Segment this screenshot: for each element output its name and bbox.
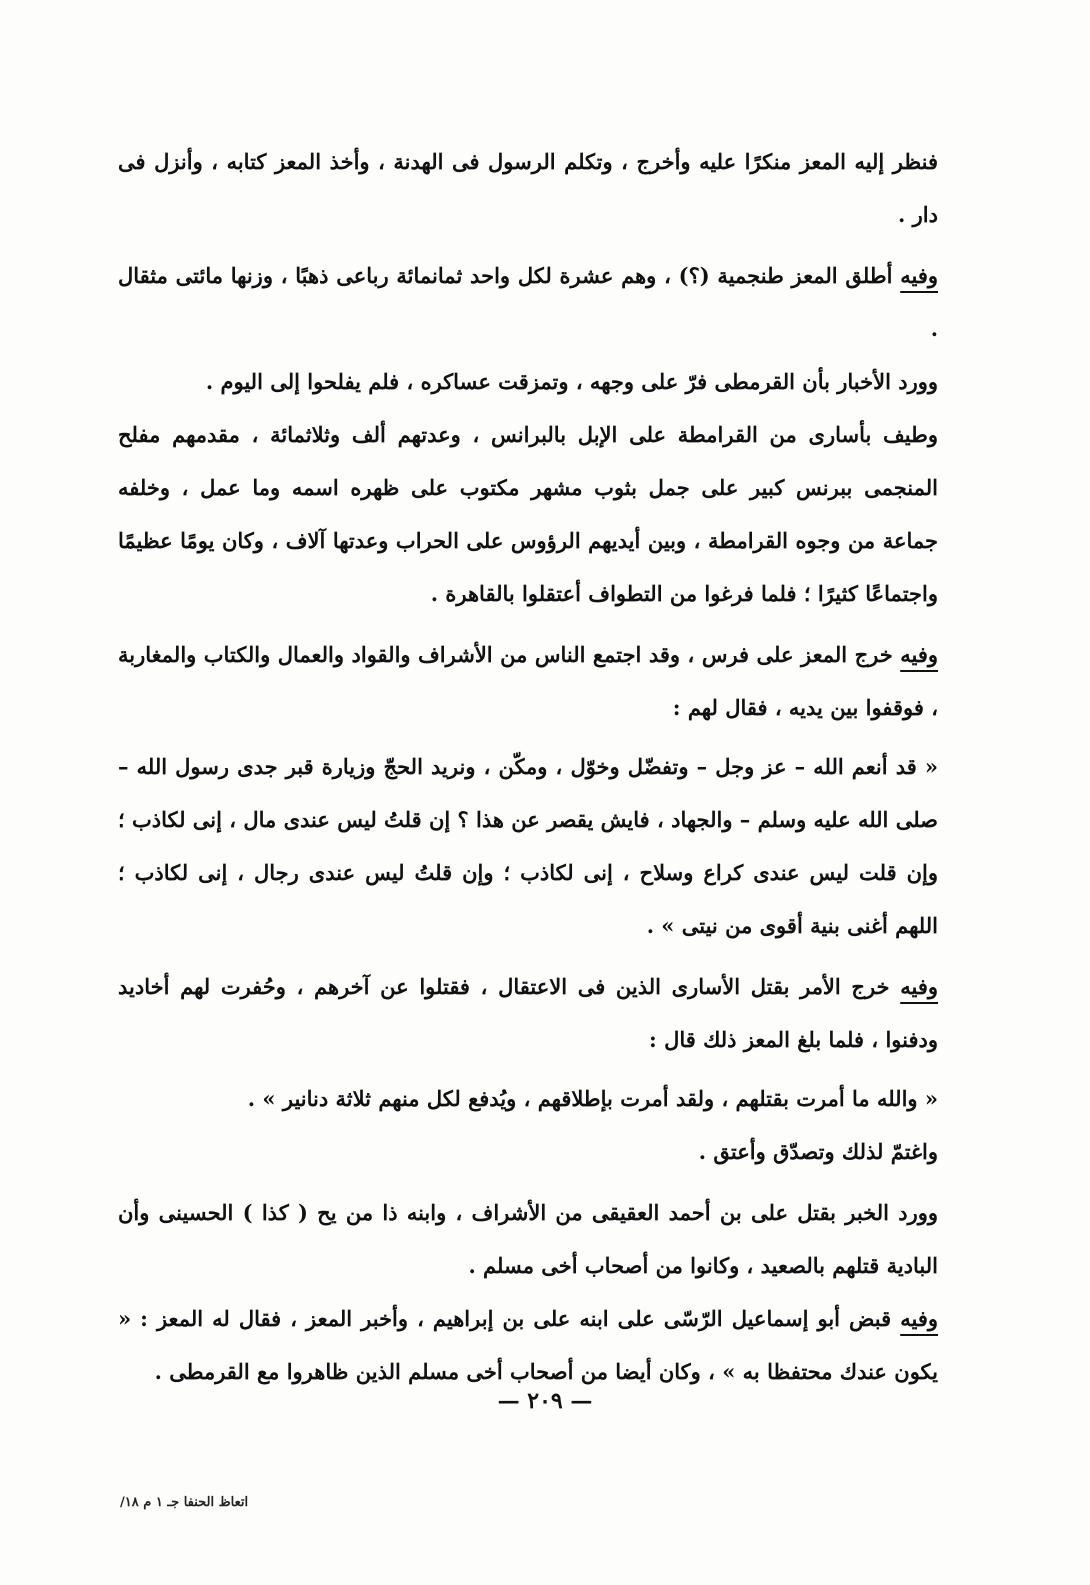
paragraph-lead: وفيه <box>900 974 938 999</box>
paragraph-text: قبض أبو إسماعيل الرّسّى على ابنه على بن إبراهيم ، وأخبر المعز ، فقال له المعز : « يكون عندك محتفظا به » ، وكان أيضا من أصحاب أخى مسلم الذين ظاهروا مع القرمطى . <box>118 1306 938 1384</box>
paragraph <box>118 1125 938 1178</box>
paragraph-text: خرج المعز على فرس ، وقد اجتمع الناس من الأشراف والقواد والعمال والكتاب والمغاربة ، فوقفوا بين يديه ، فقال لهم : <box>118 642 938 720</box>
paragraph-text: وورد الأخبار بأن القرمطى فرّ على وجهه ، وتمزقت عساكره ، فلم يفلحوا إلى اليوم . <box>205 369 938 394</box>
paragraph-text: أطلق المعز طنجمية (؟) ، وهم عشرة لكل واحد ثمانمائة رباعى ذهبًا ، وزنها مائتى مثقال . <box>118 263 938 341</box>
paragraph-text: واغتمّ لذلك وتصدّق وأعتق . <box>698 1139 938 1164</box>
paragraph-text: وطيف بأسارى من القرامطة على الإبل بالبرانس ، وعدتهم ألف وثلاثمائة ، مقدمهم مفلح المنجمى ببرنس كبير على جمل بثوب مشهر مكتوب على ظهره اسمه وما عمل ، وخلفه جماعة من وجوه القرامطة ، وبين أيديهم الرؤوس على الحراب وعدتها آلاف ، وكان يومًا عظيمًا واجتماعًا كثيرًا ؛ فلما فرغوا من التطواف أعتقلوا بالقاهرة . <box>118 422 938 606</box>
paragraph <box>118 408 938 620</box>
paragraph-text: فنظر إليه المعز منكرًا عليه وأخرج ، وتكلم الرسول فى الهدنة ، وأخذ المعز كتابه ، وأنزل فى دار . <box>118 149 938 227</box>
paragraph-text: خرج الأمر بقتل الأسارى الذين فى الاعتقال ، فقتلوا عن آخرهم ، وحُفرت لهم أخاديد ودفنوا ، فلما بلغ المعز ذلك قال : <box>118 974 938 1052</box>
paragraph-lead: وفيه <box>900 642 938 667</box>
page-number: — ٢٠٩ — <box>497 1388 593 1414</box>
paragraph <box>118 1186 938 1292</box>
footer-signature: اتعاظ الحنفا جـ ١ م ١٨/ <box>120 1495 249 1510</box>
quote-paragraph <box>118 740 938 952</box>
paragraph <box>118 355 938 408</box>
paragraph <box>118 1292 938 1398</box>
paragraph <box>118 135 938 241</box>
paragraph <box>118 960 938 1066</box>
paragraph-lead: وفيه <box>900 263 938 288</box>
paragraph-text: « والله ما أمرت بقتلهم ، ولقد أمرت بإطلاقهم ، ويُدفع لكل منهم ثلاثة دنانير » . <box>247 1086 938 1111</box>
quote-paragraph <box>118 1072 938 1125</box>
paragraph-text: « قد أنعم الله – عز وجل – وتفضّل وخوّل ، ومكّن ، ونريد الحجّ وزيارة قبر جدى رسول الله – صلى الله عليه وسلم – والجهاد ، فايش يقصر عن هذا ؟ إن قلتُ ليس عندى مال ، إنى لكاذب ؛ وإن قلت ليس عندى كراع وسلاح ، إنى لكاذب ؛ وإن قلتُ ليس عندى رجال ، إنى لكاذب ؛ اللهم أغنى بنية أقوى من نيتى » . <box>117 754 938 938</box>
body-text <box>118 135 938 1398</box>
paragraph <box>118 628 938 734</box>
paragraph-text: وورد الخبر بقتل على بن أحمد العقيقى من الأشراف ، وابنه ذا من يح ( كذا ) الحسينى وأن البادية قتلهم بالصعيد ، وكانوا من أصحاب أخى مسلم . <box>118 1200 938 1278</box>
paragraph-lead: وفيه <box>900 1306 938 1331</box>
paragraph <box>118 249 938 355</box>
